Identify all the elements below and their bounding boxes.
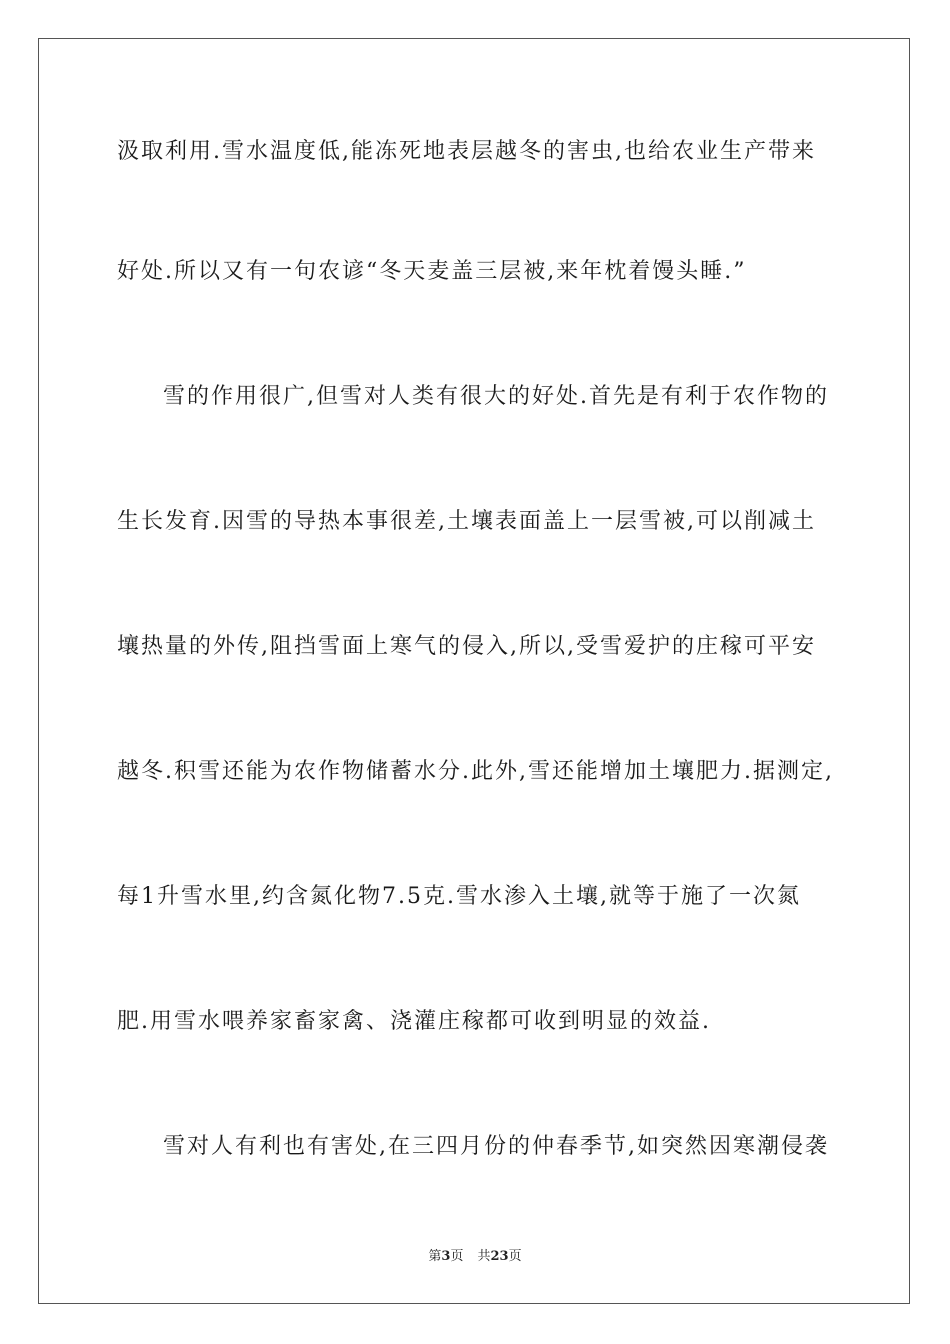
- total-prefix: 共: [477, 1249, 491, 1264]
- page-suffix: 页: [450, 1249, 464, 1264]
- text-line-2: 好处.所以又有一句农谚“冬天麦盖三层被,来年枕着馒头睡.”: [117, 259, 747, 284]
- total-pages: 23: [490, 1249, 509, 1264]
- text-line-5: 壤热量的外传,阻挡雪面上寒气的侵入,所以,受雪爱护的庄稼可平安: [117, 634, 816, 659]
- text-line-8: 肥.用雪水喂养家畜家禽、浇灌庄稼都可收到明显的效益.: [117, 1009, 711, 1034]
- text-line-3: 雪的作用很广,但雪对人类有很大的好处.首先是有利于农作物的: [163, 384, 829, 409]
- page-border: [38, 38, 910, 1304]
- text-line-9: 雪对人有利也有害处,在三四月份的仲春季节,如突然因寒潮侵袭: [163, 1134, 829, 1159]
- page-prefix: 第: [428, 1249, 442, 1264]
- text-line-7: 每1升雪水里,约含氮化物7.5克.雪水渗入土壤,就等于施了一次氮: [117, 884, 801, 909]
- text-line-1: 汲取利用.雪水温度低,能冻死地表层越冬的害虫,也给农业生产带来: [117, 139, 816, 164]
- text-line-6: 越冬.积雪还能为农作物储蓄水分.此外,雪还能增加土壤肥力.据测定,: [117, 759, 834, 784]
- page-footer: [0, 1248, 950, 1266]
- total-suffix: 页: [508, 1249, 522, 1264]
- page-number: 3: [441, 1249, 451, 1264]
- text-line-4: 生长发育.因雪的导热本事很差,土壤表面盖上一层雪被,可以削减土: [117, 509, 816, 534]
